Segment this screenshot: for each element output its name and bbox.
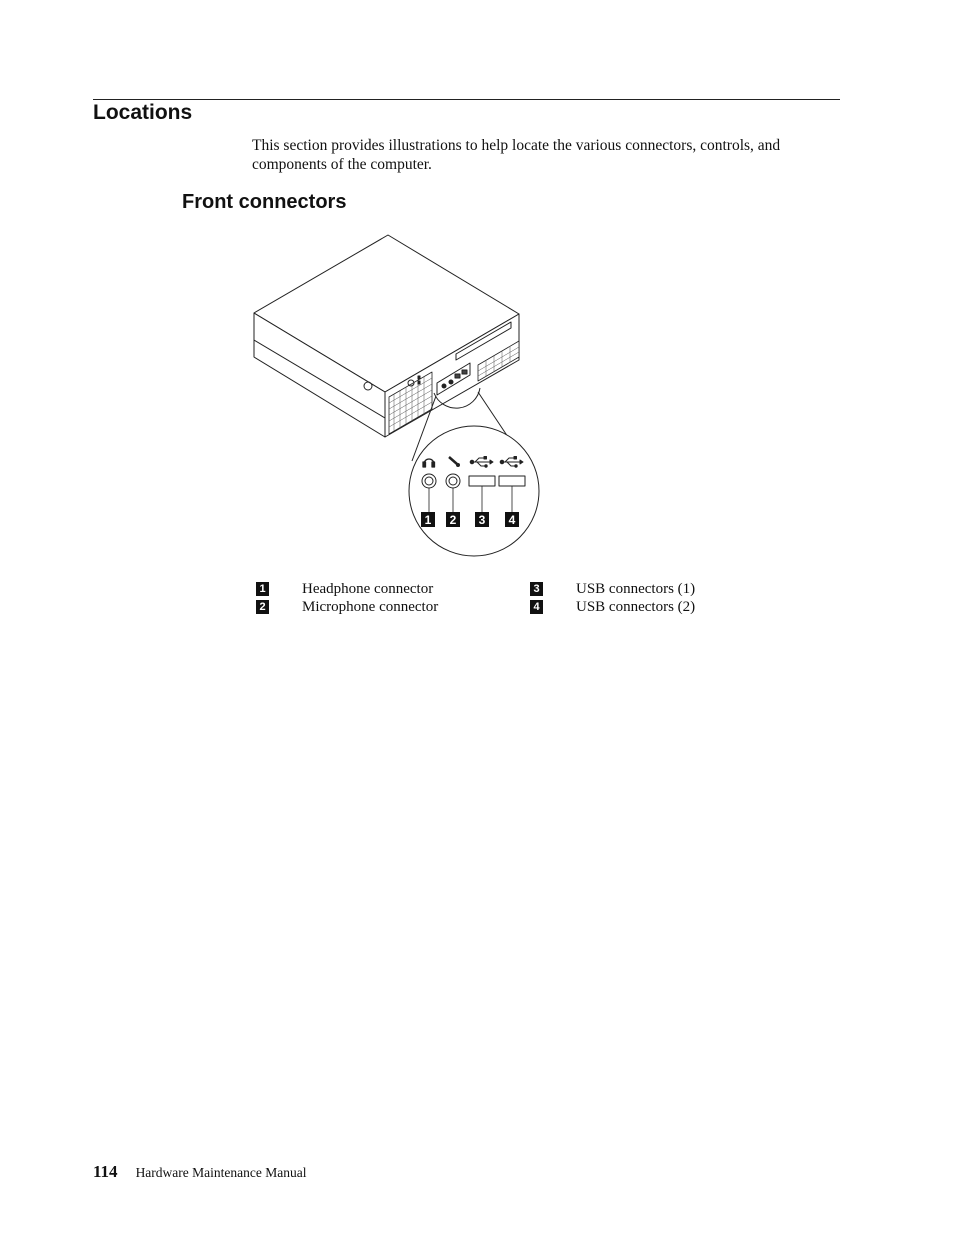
- legend-label: USB connectors (1): [576, 580, 696, 597]
- legend-number: 4: [530, 600, 543, 614]
- page-number: 114: [93, 1162, 118, 1181]
- subsection-title: Front connectors: [182, 191, 347, 213]
- legend-label: Headphone connector: [302, 580, 434, 597]
- callout-4: 4: [508, 513, 516, 527]
- legend-item: [256, 580, 434, 598]
- legend-number: 2: [256, 600, 269, 614]
- legend-number: 3: [530, 582, 543, 596]
- legend-item: [256, 598, 439, 616]
- page-footer: [93, 1162, 306, 1182]
- legend-item: [530, 598, 696, 616]
- section-intro: This section provides illustrations to help locate the various connectors, controls, and components of the computer.: [252, 137, 781, 173]
- legend-item: [530, 580, 696, 598]
- legend-label: USB connectors (2): [576, 598, 696, 615]
- computer-case: [254, 235, 519, 437]
- legend-column-left: [256, 580, 439, 616]
- front-connectors-illustration: [240, 228, 550, 568]
- legend-column-right: [530, 580, 696, 616]
- callout-2: 2: [449, 513, 457, 527]
- manual-title: Hardware Maintenance Manual: [135, 1165, 307, 1180]
- callout-3: 3: [478, 513, 486, 527]
- legend-number: 1: [256, 582, 269, 596]
- legend-label: Microphone connector: [302, 598, 439, 615]
- section-rule: [93, 99, 840, 100]
- callout-1: 1: [424, 513, 432, 527]
- section-title: Locations: [93, 101, 193, 124]
- magnified-front-panel: [409, 388, 539, 556]
